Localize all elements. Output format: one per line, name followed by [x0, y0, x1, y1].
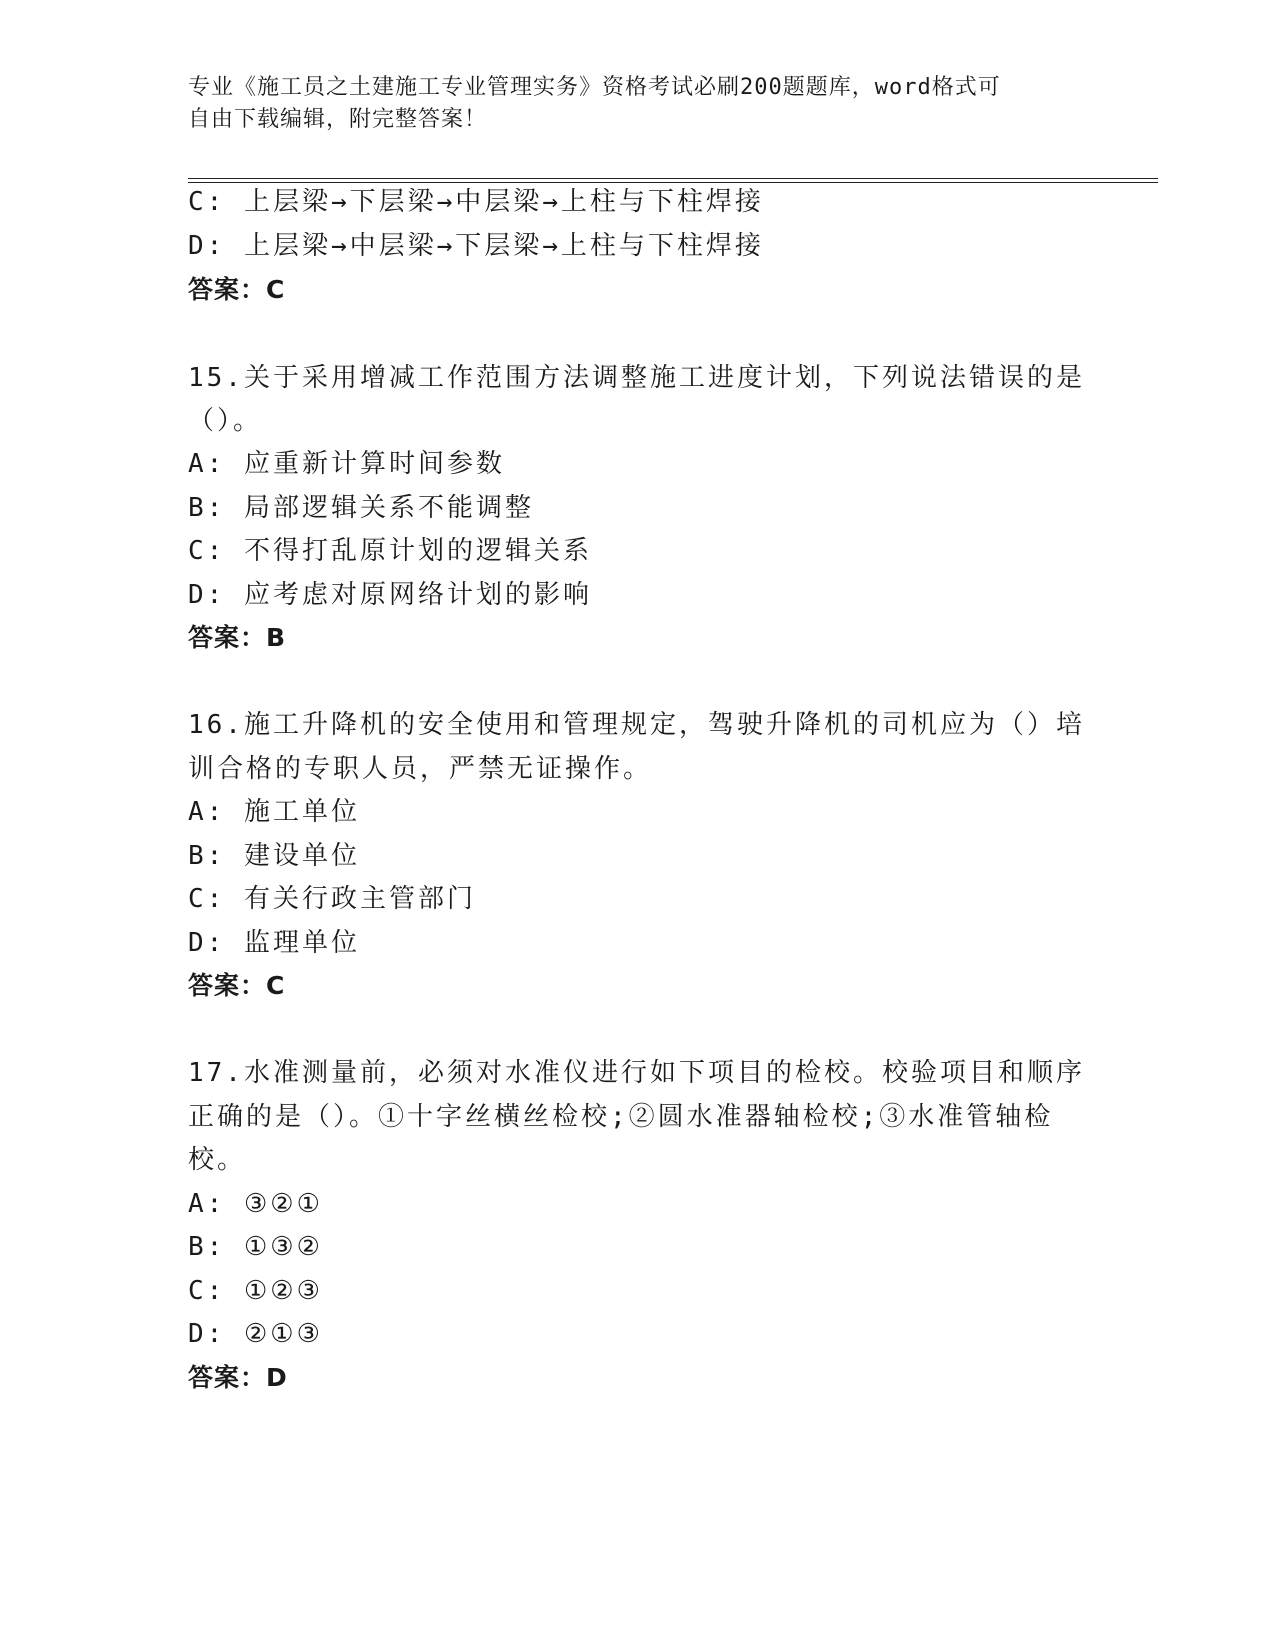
- q16-stem-line-1: 16.施工升降机的安全使用和管理规定，驾驶升降机的司机应为（）培: [188, 710, 1085, 740]
- q14-option-c: C: 上层梁→下层梁→中层梁→上柱与下柱焊接: [188, 187, 764, 217]
- q15-option-b: B: 局部逻辑关系不能调整: [188, 493, 534, 523]
- q17-option-b: B: ①③②: [188, 1232, 323, 1262]
- q17-answer: 答案：D: [188, 1363, 288, 1392]
- q15-answer: 答案：B: [188, 623, 287, 652]
- header-divider: [188, 178, 1158, 183]
- q16-answer: 答案：C: [188, 971, 286, 1000]
- header-title-line-2: 自由下载编辑，附完整答案！: [188, 107, 488, 132]
- q16-stem-line-2: 训合格的专职人员，严禁无证操作。: [188, 754, 653, 784]
- q14-option-d: D: 上层梁→中层梁→下层梁→上柱与下柱焊接: [188, 231, 764, 261]
- q14-answer: 答案：C: [188, 275, 286, 304]
- q15-option-c: C: 不得打乱原计划的逻辑关系: [188, 536, 592, 566]
- q16-option-c: C: 有关行政主管部门: [188, 884, 476, 914]
- q15-stem-line-2: （）。: [188, 406, 263, 436]
- q16-option-d: D: 监理单位: [188, 928, 360, 958]
- q17-option-c: C: ①②③: [188, 1276, 323, 1306]
- header-title-line-1: 专业《施工员之土建施工专业管理实务》资格考试必刷200题题库，word格式可: [188, 75, 1001, 100]
- q16-option-b: B: 建设单位: [188, 841, 360, 871]
- q17-option-d: D: ②①③: [188, 1319, 323, 1349]
- document-header: [188, 72, 1068, 136]
- q17-stem-line-2: 正确的是（）。①十字丝横丝检校;②圆水准器轴检校;③水准管轴检: [188, 1102, 1054, 1132]
- q15-option-d: D: 应考虑对原网络计划的影响: [188, 580, 592, 610]
- q17-option-a: A: ③②①: [188, 1189, 323, 1219]
- q16-option-a: A: 施工单位: [188, 797, 360, 827]
- q17-stem-line-1: 17.水准测量前，必须对水准仪进行如下项目的检校。校验项目和顺序: [188, 1058, 1085, 1088]
- q15-option-a: A: 应重新计算时间参数: [188, 449, 505, 479]
- q15-stem-line-1: 15.关于采用增减工作范围方法调整施工进度计划，下列说法错误的是: [188, 363, 1085, 393]
- q17-stem-line-3: 校。: [188, 1145, 247, 1175]
